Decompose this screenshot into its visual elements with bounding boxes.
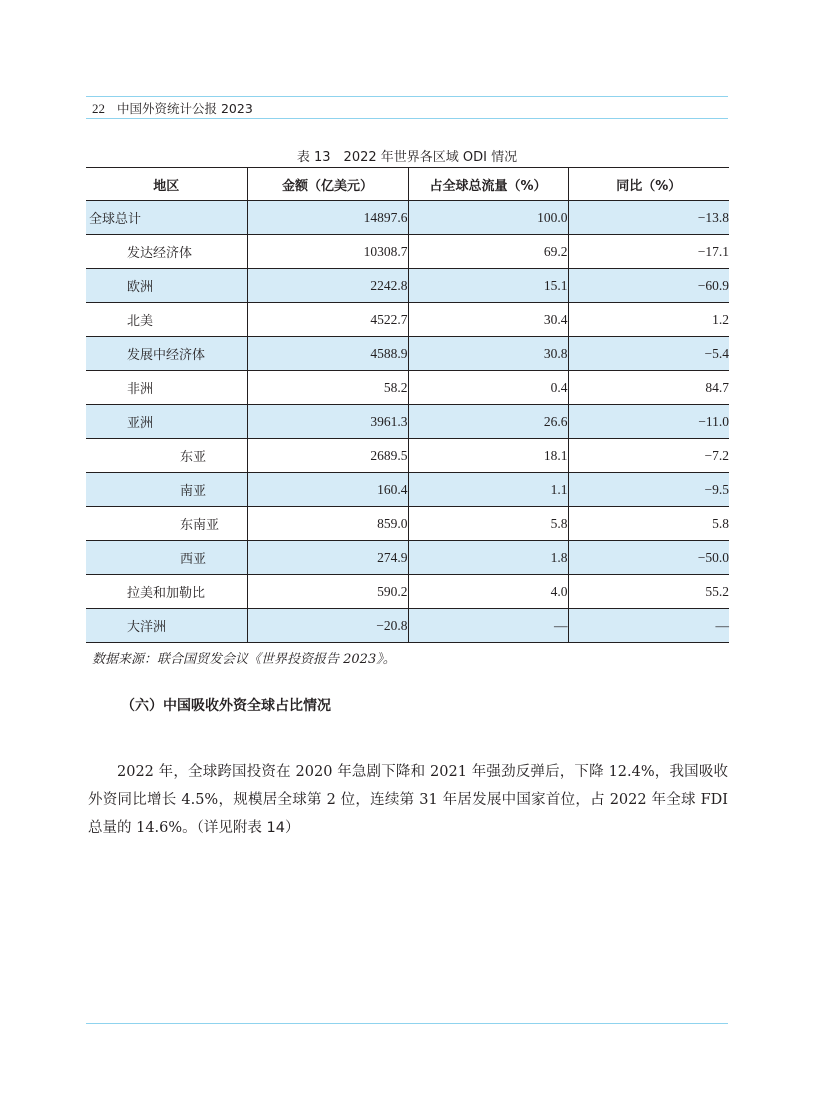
cell-region: 东南亚 [86, 507, 247, 541]
publication-title: 中国外资统计公报 2023 [116, 101, 253, 116]
cell-share: 1.8 [408, 541, 568, 575]
running-head [92, 99, 253, 117]
cell-share: 69.2 [408, 235, 568, 269]
table-row [86, 473, 729, 507]
cell-yoy: −9.5 [568, 473, 729, 507]
cell-yoy: −11.0 [568, 405, 729, 439]
cell-share: 4.0 [408, 575, 568, 609]
cell-share: 1.1 [408, 473, 568, 507]
odi-table [86, 167, 729, 643]
cell-amount: 58.2 [247, 371, 408, 405]
cell-region: 欧洲 [86, 269, 247, 303]
cell-share: 26.6 [408, 405, 568, 439]
page-number: 22 [92, 101, 105, 116]
table-row [86, 201, 729, 235]
cell-yoy: 55.2 [568, 575, 729, 609]
cell-region: 北美 [86, 303, 247, 337]
cell-yoy: 5.8 [568, 507, 729, 541]
cell-share: — [408, 609, 568, 643]
table-row [86, 541, 729, 575]
source-note: 数据来源：联合国贸发会议《世界投资报告 2023》。 [92, 652, 396, 667]
cell-share: 18.1 [408, 439, 568, 473]
table-row [86, 337, 729, 371]
cell-region: 发达经济体 [86, 235, 247, 269]
body-paragraph [88, 758, 728, 842]
cell-share: 30.8 [408, 337, 568, 371]
table-row [86, 235, 729, 269]
cell-amount: 3961.3 [247, 405, 408, 439]
section-heading: （六）中国吸收外资全球占比情况 [121, 698, 331, 714]
cell-share: 0.4 [408, 371, 568, 405]
table-row [86, 575, 729, 609]
cell-amount: 2689.5 [247, 439, 408, 473]
table-row [86, 609, 729, 643]
cell-region: 大洋洲 [86, 609, 247, 643]
cell-yoy: 84.7 [568, 371, 729, 405]
cell-yoy: 1.2 [568, 303, 729, 337]
cell-amount: 590.2 [247, 575, 408, 609]
cell-share: 100.0 [408, 201, 568, 235]
header-rule-top [86, 96, 728, 97]
cell-yoy: −17.1 [568, 235, 729, 269]
cell-region: 发展中经济体 [86, 337, 247, 371]
header-rule-bottom [86, 118, 728, 119]
table-caption: 表 13 2022 年世界各区域 ODI 情况 [296, 150, 518, 165]
cell-region: 亚洲 [86, 405, 247, 439]
table-header-row [86, 168, 729, 201]
header-share: 占全球总流量（%） [408, 168, 568, 201]
cell-region: 非洲 [86, 371, 247, 405]
cell-amount: 10308.7 [247, 235, 408, 269]
cell-region: 拉美和加勒比 [86, 575, 247, 609]
header-amount: 金额（亿美元） [247, 168, 408, 201]
table-row [86, 439, 729, 473]
cell-yoy: — [568, 609, 729, 643]
cell-region: 西亚 [86, 541, 247, 575]
cell-region: 全球总计 [86, 201, 247, 235]
cell-amount: 160.4 [247, 473, 408, 507]
table-row [86, 507, 729, 541]
cell-yoy: −50.0 [568, 541, 729, 575]
cell-amount: 274.9 [247, 541, 408, 575]
cell-yoy: −13.8 [568, 201, 729, 235]
table-row [86, 405, 729, 439]
table-row [86, 371, 729, 405]
cell-yoy: −60.9 [568, 269, 729, 303]
header-yoy: 同比（%） [568, 168, 729, 201]
appendix-reference: （详见附表 14） [196, 819, 300, 836]
cell-share: 15.1 [408, 269, 568, 303]
paragraph-text: 2022 年，全球跨国投资在 2020 年急剧下降和 2021 年强劲反弹后，下降 12.4%，我国吸收外资同比增长 4.5%，规模居全球第 2 位，连续第 31 年居发展中国家首位，占 2022 年全球 FDI 总量的 14.6%。 [88, 763, 728, 836]
cell-amount: 4522.7 [247, 303, 408, 337]
cell-amount: 2242.8 [247, 269, 408, 303]
table-row [86, 303, 729, 337]
cell-amount: 859.0 [247, 507, 408, 541]
cell-share: 30.4 [408, 303, 568, 337]
cell-amount: 14897.6 [247, 201, 408, 235]
table-row [86, 269, 729, 303]
cell-yoy: −5.4 [568, 337, 729, 371]
footer-rule [86, 1023, 728, 1024]
cell-amount: −20.8 [247, 609, 408, 643]
header-region: 地区 [86, 168, 247, 201]
cell-amount: 4588.9 [247, 337, 408, 371]
cell-region: 东亚 [86, 439, 247, 473]
cell-yoy: −7.2 [568, 439, 729, 473]
cell-region: 南亚 [86, 473, 247, 507]
cell-share: 5.8 [408, 507, 568, 541]
